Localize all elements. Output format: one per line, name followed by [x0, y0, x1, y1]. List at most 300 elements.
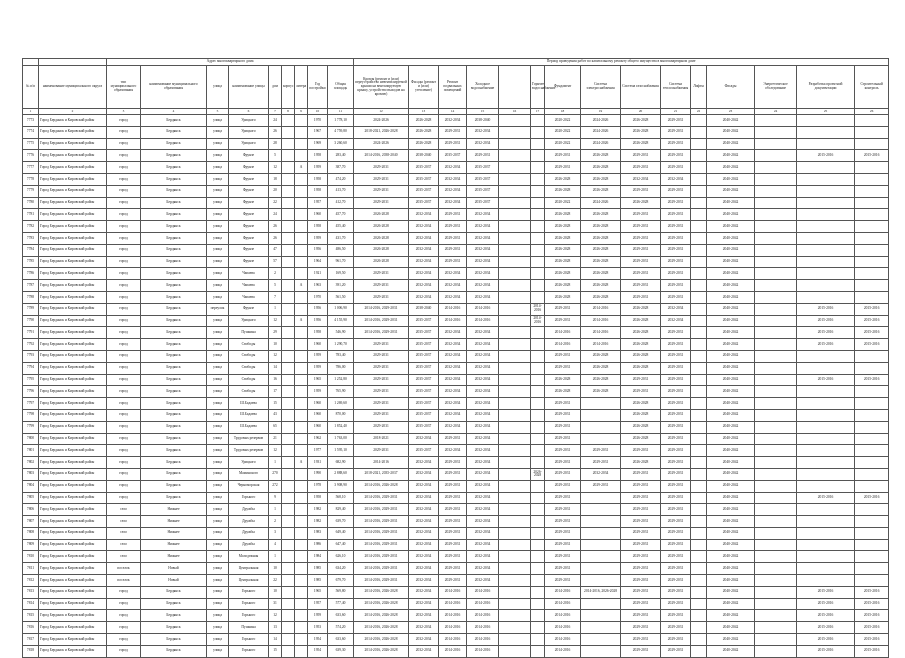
table-cell: 1 — [269, 457, 282, 469]
table-cell: Бердянск — [141, 303, 207, 315]
table-cell: 2024-2026 — [354, 115, 409, 127]
table-cell: Фрунзе — [229, 221, 269, 233]
table-cell: 14 — [269, 634, 282, 646]
table-cell — [691, 622, 707, 634]
table-cell — [691, 162, 707, 174]
table-cell — [499, 291, 531, 303]
table-cell: 2014-2016, 2029-2031 — [354, 539, 409, 551]
table-cell — [691, 374, 707, 386]
table-cell — [499, 303, 531, 315]
table-cell: 7783 — [23, 232, 39, 244]
table-cell: 2029-2031 — [621, 256, 661, 268]
table-cell: 2029-2031 — [661, 150, 691, 162]
table-cell: 2015-2016 — [855, 315, 889, 327]
table-cell: 2026-2028 — [545, 173, 581, 185]
table-cell: Бердянск — [141, 232, 207, 244]
table-cell: 2032-2034 — [661, 315, 691, 327]
table-cell — [531, 232, 545, 244]
table-cell: 2032-2034 — [409, 256, 439, 268]
table-cell: 2026-2028 — [621, 409, 661, 421]
table-cell: 2014-2016, 2029-2031 — [354, 504, 409, 516]
table-cell: 1 778,10 — [328, 115, 354, 127]
table-cell — [797, 551, 855, 563]
table-cell: 2035-2037 — [409, 350, 439, 362]
table-cell: 1954 — [308, 645, 328, 657]
table-cell: 2040-2042 — [707, 221, 755, 233]
table-cell — [499, 645, 531, 657]
table-cell: 14 — [269, 362, 282, 374]
table-row — [23, 622, 889, 634]
table-cell: 1958 — [308, 221, 328, 233]
table-cell: 2014-2016, 2026-2028 — [354, 480, 409, 492]
table-cell: 2035-2037 — [467, 173, 499, 185]
table-cell: 2029-2031 — [439, 480, 467, 492]
table-cell: 1 006,90 — [328, 303, 354, 315]
table-row — [23, 185, 889, 197]
table-cell: А — [295, 315, 308, 327]
table-cell: 2029-2031 — [545, 433, 581, 445]
table-cell: 2026-2028 — [581, 256, 621, 268]
table-cell: 2032-2034 — [409, 492, 439, 504]
table-cell: 1953 — [308, 622, 328, 634]
table-cell — [755, 350, 797, 362]
table-cell: 7805 — [23, 492, 39, 504]
table-cell: 1958 — [308, 173, 328, 185]
table-cell — [282, 256, 295, 268]
table-row — [23, 244, 889, 256]
period-group-header: Период проведения работ по капитальному ремонту общего имущества в многоквартирном доме — [354, 59, 889, 66]
table-cell: 2040-2042 — [707, 516, 755, 528]
table-cell — [855, 126, 889, 138]
table-cell: 2029-2031 — [661, 575, 691, 587]
table-cell: 1977 — [308, 445, 328, 457]
table-cell: 2026-2028 — [545, 374, 581, 386]
table-cell: 2029-2031 — [354, 339, 409, 351]
table-cell — [282, 115, 295, 127]
table-cell: 2032-2034 — [409, 468, 439, 480]
table-cell: 2014-2016 — [439, 622, 467, 634]
table-cell: 431,70 — [328, 232, 354, 244]
column-number: 20 — [621, 109, 661, 115]
table-row — [23, 551, 889, 563]
table-cell: 1954 — [308, 634, 328, 646]
table-cell: 2029-2031 — [661, 138, 691, 150]
table-cell: 2040-2042 — [707, 527, 755, 539]
table-cell: Ш.Бадаева — [229, 421, 269, 433]
column-number: 21 — [661, 109, 691, 115]
table-cell: город — [107, 457, 141, 469]
table-cell: 2040-2042 — [707, 280, 755, 292]
table-cell — [499, 374, 531, 386]
table-cell — [581, 563, 621, 575]
table-cell — [691, 339, 707, 351]
table-cell — [295, 138, 308, 150]
table-cell: Город Бердянск и Кировский район — [39, 162, 107, 174]
table-cell: Город Бердянск и Кировский район — [39, 150, 107, 162]
table-cell: 2029-2031 — [439, 516, 467, 528]
table-cell: 2040-2042 — [707, 575, 755, 587]
table-cell: 2029-2031 — [661, 445, 691, 457]
table-cell: 2014-2016, 2026-2028 — [354, 634, 409, 646]
table-cell: Свободы — [229, 339, 269, 351]
table-cell: 7790 — [23, 315, 39, 327]
table-cell — [691, 115, 707, 127]
table-cell: Город Бердянск и Кировский район — [39, 315, 107, 327]
column-header: наименование муниципального округа — [39, 66, 107, 109]
column-header: Энергетическое обследование — [755, 66, 797, 109]
table-cell — [755, 409, 797, 421]
table-cell: Город Бердянск и Кировский район — [39, 468, 107, 480]
table-row — [23, 115, 889, 127]
table-cell: Город Бердянск и Кировский район — [39, 598, 107, 610]
table-cell — [295, 374, 308, 386]
table-cell: Нижнее — [141, 539, 207, 551]
table-cell: улица — [207, 645, 229, 657]
table-cell: 2015-2016 — [797, 622, 855, 634]
table-cell — [691, 516, 707, 528]
table-cell: 2032-2034 — [661, 303, 691, 315]
table-cell — [499, 362, 531, 374]
table-cell — [691, 138, 707, 150]
table-cell — [755, 575, 797, 587]
table-cell — [855, 457, 889, 469]
table-cell: 1958 — [308, 185, 328, 197]
table-cell: 2029-2031 — [661, 610, 691, 622]
table-cell: город — [107, 598, 141, 610]
table-cell — [499, 138, 531, 150]
table-row — [23, 232, 889, 244]
table-cell: Свободы — [229, 374, 269, 386]
table-cell — [531, 563, 545, 575]
table-cell — [797, 185, 855, 197]
table-cell: 2032-2034 — [439, 398, 467, 410]
table-cell: 2029-2031 — [545, 468, 581, 480]
table-cell: 9 — [269, 492, 282, 504]
table-cell — [581, 622, 621, 634]
table-cell — [295, 185, 308, 197]
table-cell: 765,90 — [328, 386, 354, 398]
table-cell: 2026-2028 — [545, 268, 581, 280]
table-cell: Город Бердянск и Кировский район — [39, 504, 107, 516]
table-cell — [295, 433, 308, 445]
table-cell: 2026-2028 — [531, 468, 545, 480]
table-cell: 7811 — [23, 563, 39, 575]
table-cell: 1962 — [308, 433, 328, 445]
column-header: литера — [295, 66, 308, 109]
table-cell: Новый — [141, 575, 207, 587]
table-cell — [531, 539, 545, 551]
table-cell: Фрунзе — [229, 162, 269, 174]
table-cell: улица — [207, 209, 229, 221]
table-cell: 391,20 — [328, 280, 354, 292]
table-cell: 2032-2034 — [409, 480, 439, 492]
table-cell — [755, 645, 797, 657]
table-cell — [499, 197, 531, 209]
table-cell: 2029-2031 — [661, 268, 691, 280]
table-cell: 2015-2016 — [855, 492, 889, 504]
table-cell — [282, 221, 295, 233]
table-cell: 2029-2031 — [545, 527, 581, 539]
table-cell — [755, 150, 797, 162]
table-cell: 1959 — [308, 386, 328, 398]
table-cell: 2014-2016 — [467, 634, 499, 646]
table-cell: 2032-2034 — [409, 504, 439, 516]
table-cell — [581, 598, 621, 610]
table-cell: 2040-2042 — [707, 468, 755, 480]
table-cell — [855, 280, 889, 292]
table-cell — [755, 421, 797, 433]
column-header: Система теплоснабжения — [661, 66, 691, 109]
table-cell: Город Бердянск и Кировский район — [39, 185, 107, 197]
table-cell — [282, 162, 295, 174]
table-cell — [691, 197, 707, 209]
table-cell — [531, 350, 545, 362]
table-cell: Город Бердянск и Кировский район — [39, 327, 107, 339]
table-cell: 10 — [269, 563, 282, 575]
table-cell — [691, 563, 707, 575]
table-cell: 2029-2031 — [621, 209, 661, 221]
table-cell: 7785 — [23, 256, 39, 268]
table-cell — [295, 492, 308, 504]
table-row — [23, 280, 889, 292]
table-row — [23, 516, 889, 528]
table-cell — [691, 433, 707, 445]
table-cell — [797, 197, 855, 209]
table-cell — [295, 398, 308, 410]
table-cell: 7 — [269, 291, 282, 303]
table-cell — [531, 185, 545, 197]
table-cell: 2015-2016 — [855, 303, 889, 315]
column-number: 18 — [545, 109, 581, 115]
table-row — [23, 162, 889, 174]
table-cell: город — [107, 315, 141, 327]
table-cell: Горького — [229, 598, 269, 610]
table-cell: 2029-2031 — [621, 492, 661, 504]
table-cell: Город Бердянск и Кировский район — [39, 291, 107, 303]
table-cell — [855, 421, 889, 433]
table-cell — [282, 480, 295, 492]
table-cell: город — [107, 185, 141, 197]
table-cell: 26 — [269, 221, 282, 233]
table-cell — [755, 327, 797, 339]
table-cell: 2014-2016 — [439, 645, 467, 657]
table-cell: 2040-2042 — [707, 315, 755, 327]
table-cell — [755, 138, 797, 150]
table-cell — [282, 138, 295, 150]
table-cell: 2032-2034 — [467, 433, 499, 445]
table-cell: 2015-2016 — [855, 586, 889, 598]
table-cell: 1983 — [308, 527, 328, 539]
table-cell: Город Бердянск и Кировский район — [39, 563, 107, 575]
table-cell: 2026-2028 — [581, 209, 621, 221]
table-cell — [295, 268, 308, 280]
table-cell: 13 — [269, 622, 282, 634]
table-cell: 2032-2034 — [409, 457, 439, 469]
table-cell: 647,40 — [328, 539, 354, 551]
table-row — [23, 468, 889, 480]
table-cell — [499, 339, 531, 351]
table-cell — [581, 551, 621, 563]
table-cell — [499, 162, 531, 174]
table-cell: 2029-2031 — [439, 563, 467, 575]
table-cell: улица — [207, 115, 229, 127]
table-cell — [855, 433, 889, 445]
table-row — [23, 150, 889, 162]
table-cell: 47 — [269, 244, 282, 256]
table-cell: 1 — [269, 303, 282, 315]
column-number: 2 — [39, 109, 107, 115]
table-cell: 2026-2028 — [581, 173, 621, 185]
table-cell: 2029-2031 — [621, 150, 661, 162]
table-cell: 2029-2031 — [661, 598, 691, 610]
table-cell: 2026-2028 — [354, 221, 409, 233]
table-cell: Чапаева — [229, 291, 269, 303]
table-cell — [691, 232, 707, 244]
table-cell: 2014-2016 — [545, 622, 581, 634]
table-cell: 2029-2031 — [661, 185, 691, 197]
table-cell: 2014-2016, 2026-2028 — [354, 586, 409, 598]
table-cell: улица — [207, 551, 229, 563]
table-cell: 7788 — [23, 291, 39, 303]
table-cell: 7791 — [23, 327, 39, 339]
table-cell: улица — [207, 327, 229, 339]
table-cell: Бердянск — [141, 480, 207, 492]
table-cell — [797, 457, 855, 469]
table-cell: Бердянск — [141, 362, 207, 374]
table-cell — [499, 586, 531, 598]
table-cell: 2029-2031 — [439, 209, 467, 221]
table-cell: улица — [207, 268, 229, 280]
table-cell — [531, 209, 545, 221]
table-cell: 2029-2031 — [661, 280, 691, 292]
table-row — [23, 563, 889, 575]
table-cell: 2029-2031 — [661, 645, 691, 657]
table-cell: 20 — [269, 185, 282, 197]
table-cell — [797, 126, 855, 138]
table-cell: 2029-2031 — [621, 480, 661, 492]
table-cell — [855, 185, 889, 197]
table-cell — [797, 291, 855, 303]
table-cell — [755, 386, 797, 398]
table-cell: 2026-2028 — [621, 457, 661, 469]
table-cell: село — [107, 539, 141, 551]
table-cell — [755, 162, 797, 174]
table-cell — [581, 575, 621, 587]
header-group-row — [23, 59, 889, 66]
table-cell: город — [107, 480, 141, 492]
table-cell: 2032-2034 — [467, 539, 499, 551]
table-cell: 2029-2031 — [354, 409, 409, 421]
table-cell: Бердянск — [141, 173, 207, 185]
table-cell: Город Бердянск и Кировский район — [39, 173, 107, 185]
table-cell — [295, 409, 308, 421]
table-cell — [282, 209, 295, 221]
table-cell: улица — [207, 126, 229, 138]
table-cell: 7817 — [23, 634, 39, 646]
table-cell — [282, 634, 295, 646]
column-number: 25 — [797, 109, 855, 115]
table-cell: 7799 — [23, 421, 39, 433]
table-cell — [499, 421, 531, 433]
table-cell: город — [107, 586, 141, 598]
table-cell: Фрунзе — [229, 209, 269, 221]
table-cell — [755, 232, 797, 244]
table-cell: 2018-2021 — [354, 433, 409, 445]
table-cell — [581, 610, 621, 622]
table-cell: 2020-2022 — [545, 138, 581, 150]
table-cell — [797, 362, 855, 374]
table-cell: 2014-2016 — [581, 339, 621, 351]
table-cell: Город Бердянск и Кировский район — [39, 409, 107, 421]
table-cell: 2040-2042 — [707, 350, 755, 362]
table-cell: 2032-2034 — [467, 126, 499, 138]
table-cell: 1 290,70 — [328, 339, 354, 351]
table-row — [23, 527, 889, 539]
table-cell — [691, 527, 707, 539]
table-cell: Бердянск — [141, 433, 207, 445]
table-cell — [855, 386, 889, 398]
table-cell — [282, 315, 295, 327]
column-number: 15 — [467, 109, 499, 115]
column-header: Разработка проектной документации — [797, 66, 855, 109]
column-number: 16 — [499, 109, 531, 115]
table-cell — [581, 645, 621, 657]
table-cell: город — [107, 197, 141, 209]
table-cell: 2029-2031 — [439, 539, 467, 551]
table-cell: 2040-2042 — [707, 622, 755, 634]
table-cell: 2026-2028 — [545, 291, 581, 303]
table-cell: 2040-2042 — [707, 598, 755, 610]
column-header: Общая площадь — [328, 66, 354, 109]
table-cell: 2032-2034 — [467, 516, 499, 528]
table-cell: 2032-2034 — [439, 280, 467, 292]
table-cell: 2029-2031 — [621, 291, 661, 303]
table-cell: 2015-2016 — [797, 150, 855, 162]
table-cell: 2032-2034 — [439, 291, 467, 303]
table-cell: 1921 — [308, 268, 328, 280]
table-cell: город — [107, 221, 141, 233]
table-cell: улица — [207, 445, 229, 457]
table-cell: 2029-2031 — [621, 527, 661, 539]
table-cell: 2040-2042 — [707, 185, 755, 197]
column-header: наименование муниципального образования — [141, 66, 207, 109]
table-cell: 2029-2031 — [621, 610, 661, 622]
table-cell: 2029-2031 — [545, 457, 581, 469]
table-cell — [755, 622, 797, 634]
table-cell: 2029-2031 — [621, 244, 661, 256]
table-cell — [691, 575, 707, 587]
table-cell: 2032-2034 — [439, 362, 467, 374]
table-cell: Нижнее — [141, 551, 207, 563]
table-cell: 2029-2031 — [661, 421, 691, 433]
table-cell: 412,70 — [328, 197, 354, 209]
table-cell: Город Бердянск и Кировский район — [39, 516, 107, 528]
table-cell — [531, 221, 545, 233]
table-cell — [295, 421, 308, 433]
column-header: Строительный контроль — [855, 66, 889, 109]
table-cell — [691, 445, 707, 457]
table-cell: 2029-2031 — [439, 256, 467, 268]
table-cell: 15 — [269, 398, 282, 410]
table-cell — [531, 327, 545, 339]
table-cell: 2032-2034 — [439, 197, 467, 209]
table-cell: 1960 — [308, 421, 328, 433]
table-cell: 2029-2031 — [621, 221, 661, 233]
table-cell: город — [107, 386, 141, 398]
column-number: 3 — [107, 109, 141, 115]
table-cell: 2038-2040 — [467, 115, 499, 127]
table-cell: 2029-2031 — [661, 221, 691, 233]
